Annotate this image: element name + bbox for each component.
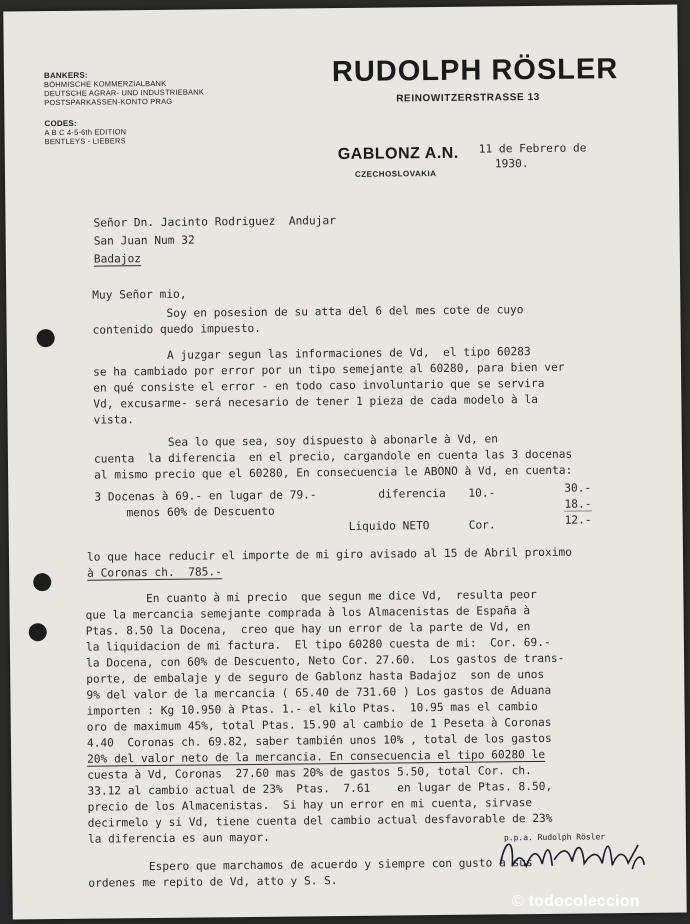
- body2-line: Ptas. 8.50 la Docena, creo que hay un error de la parte de Vd, en: [85, 620, 531, 638]
- body2-line: la Docena, con 60% de Descuento, Neto Cor. 27.60. Los gastos de trans-: [86, 651, 565, 670]
- body2-line-underlined: 20% del valor neto de la mercancia. En consecuencia el tipo 60280 le: [87, 747, 546, 766]
- recipient-name: Señor Dn. Jacinto Rodriguez Andujar: [93, 214, 337, 230]
- calc-row1-left: 3 Docenas à 69.- en lugar de 79.-: [94, 488, 317, 504]
- body-line: Vd, excusarme- será necesario de tener 1 pieza de cada modelo à la: [93, 392, 538, 411]
- body-line: en qué consiste el error - en todo caso involuntario que se servira: [93, 376, 545, 395]
- bankers-line: BÖHMISCHE KOMMERZIALBANK: [43, 78, 167, 90]
- body-line: Soy en posesion de su atta del 6 del mes cote de cuyo: [92, 303, 524, 321]
- bankers-title: BANKERS:: [43, 70, 88, 81]
- body2-line: 9% del valor de la mercancia ( 65.40 de 731.60 ) Los gastos de Aduana: [86, 683, 552, 702]
- recipient-street: San Juan Num 32: [93, 233, 195, 248]
- bankers-block: [44, 69, 204, 107]
- punch-hole: [29, 623, 47, 641]
- calc-row2-amt: 18.-: [564, 497, 592, 511]
- signature-text: p.p.a. Rudolph Rösler: [503, 832, 606, 843]
- body2-line: oro de maximum 45%, total Ptas. 15.90 al cambio de 1 Peseta à Coronas: [86, 715, 552, 734]
- company-street: REINOWITZERSTRASSE 13: [396, 91, 540, 105]
- greeting: Muy Señor mio,: [92, 287, 187, 302]
- calc-row1-mid: diferencia: [378, 486, 446, 501]
- body-line: contenido quedo impuesto.: [92, 321, 262, 337]
- calc-row1-qty: 10.-: [468, 486, 496, 500]
- company-country: CZECHOSLOVAKIA: [354, 169, 437, 179]
- calc-row1-amt: 30.-: [564, 481, 592, 495]
- punch-hole: [37, 329, 55, 347]
- watermark: © todocoleccion: [512, 893, 640, 910]
- body2-line: decirmelo y si Vd, tiene cuenta del cambio actual desfavorable de 23%: [87, 811, 553, 830]
- closing-line: Espero que marchamos de acuerdo y siempre con gusto à sus: [88, 856, 533, 874]
- codes-title: CODES:: [44, 118, 77, 129]
- body-line: A juzgar segun las informaciones de Vd, el tipo 60283: [92, 345, 531, 363]
- reduce-amount: à Coronas ch. 785.-: [87, 565, 222, 580]
- company-name: RUDOLPH RÖSLER: [331, 53, 619, 89]
- body2-line: porte, de embalaje y de seguro de Gablonz hasta Badajoz son de unos: [86, 667, 545, 686]
- calc-row2-left: menos 60% de Descuento: [126, 504, 275, 520]
- bankers-line: POSTSPARKASSEN-KONTO PRAG: [44, 96, 173, 108]
- handwritten-signature: [492, 825, 653, 887]
- body-line: cuenta la diferencia en el precio, cargandole en cuenta las 3 docenas: [93, 447, 573, 466]
- codes-block: [44, 118, 126, 146]
- calc-row3-amt: 12.-: [564, 513, 592, 527]
- body2-line: En cuanto à mi precio que segun me dice Vd, resulta peor: [85, 588, 537, 606]
- body2-line: 33.12 al cambio actual de 23% Ptas. 7.61 en lugar de Ptas. 8.50,: [87, 779, 553, 798]
- body2-line: la diferencia es aun mayor.: [87, 830, 270, 846]
- letter-date: 11 de Febrero de: [478, 141, 587, 156]
- codes-line: A B C 4-5-6th EDITION: [44, 127, 127, 138]
- body2-line: la liquidacion de mi factura. El tipo 60280 cuesta de mi: Cor. 69.-: [85, 635, 551, 654]
- letter-sheet: [3, 4, 686, 919]
- body-line: se ha cambiado por error por un tipo semejante al 60280, para bien ver: [92, 360, 565, 379]
- reduce-line: lo que hace reducir el importe de mi giro avisado al 15 de Abril proximo: [86, 545, 572, 564]
- calc-row3-qty: Cor.: [468, 518, 496, 532]
- body-line: al mismo precio que el 60280, En consecuencia le ABONO à Vd, en cuenta:: [94, 463, 573, 482]
- recipient-city: Badajoz: [93, 252, 142, 266]
- company-city: GABLONZ A.N.: [337, 144, 459, 164]
- body2-line: precio de los Almacenistas. Si hay un error en mi cuenta, sirvase: [87, 796, 533, 814]
- body-line: Sea lo que sea, soy dispuesto à abonarle à Vd, en: [93, 432, 498, 450]
- codes-line: BENTLEYS - LIEBERS: [44, 136, 126, 147]
- bankers-line: DEUTSCHE AGRAR- UND INDUSTRIEBANK: [44, 87, 205, 99]
- closing-line: ordenes me repito de Vd, atto y S. S.: [88, 874, 338, 890]
- punch-hole: [33, 573, 51, 591]
- body-line: vista.: [93, 413, 135, 427]
- body2-line: cuesta à Vd, Coronas 27.60 mas 20% de gastos 5.50, total Cor. ch.: [87, 764, 532, 782]
- body2-line: que la mercancia semejante comprada à los Almacenistas de España à: [85, 604, 531, 622]
- body2-line: importen : Kg 10.950 à Ptas. 1.- el kilo Ptas. 10.95 mas el cambio: [86, 699, 538, 718]
- calc-row3-mid: Liquido NETO: [348, 519, 430, 533]
- body2-line: 4.40 Coronas ch. 69.82, saber también unos 10% , total de los gastos: [86, 731, 552, 750]
- letter-year: 1930.: [494, 157, 529, 171]
